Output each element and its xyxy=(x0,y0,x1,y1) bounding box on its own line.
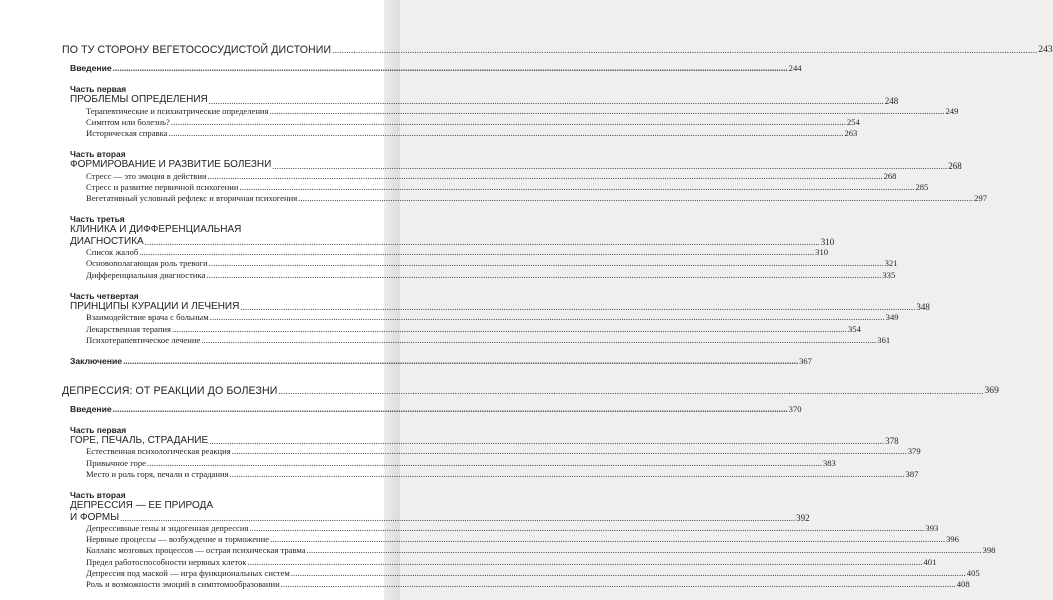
toc-item-page: 349 xyxy=(885,312,899,323)
toc-item-page: 393 xyxy=(925,523,939,534)
part-title-text: ГОРЕ, ПЕЧАЛЬ, СТРАДАНИЕ xyxy=(70,434,209,446)
toc-item-page: 387 xyxy=(905,468,919,479)
part-title-page: 310 xyxy=(820,237,835,248)
part-title-page: 378 xyxy=(885,436,899,447)
toc-item-page: 254 xyxy=(846,116,860,127)
toc-item xyxy=(70,579,970,590)
part-title xyxy=(70,235,835,248)
part-title-page: 348 xyxy=(916,302,930,313)
toc-item-page: 268 xyxy=(883,170,897,181)
page-edge xyxy=(384,0,400,600)
toc-item-page: 361 xyxy=(877,334,891,345)
dot-leader: ............................................................................................................................................................................................................................................................................................................ xyxy=(208,258,884,269)
part-title xyxy=(70,159,962,171)
part-title-page: 268 xyxy=(948,160,962,171)
toc-item xyxy=(70,457,836,469)
toc-item xyxy=(70,534,959,545)
toc-item-page: 310 xyxy=(815,247,829,258)
dot-leader: ............................................................................................................................................................................................................................................................................................................ xyxy=(120,513,796,524)
part-items xyxy=(70,105,959,140)
toc-item-page: 401 xyxy=(923,556,937,567)
dot-leader: ............................................................................................................................................................................................................................................................................................................ xyxy=(171,323,847,334)
section-title-text: ДЕПРЕССИЯ: ОТ РЕАКЦИИ ДО БОЛЕЗНИ xyxy=(62,384,278,397)
table-of-contents xyxy=(62,44,1053,590)
dot-leader: ............................................................................................................................................................................................................................................................................................................ xyxy=(206,269,882,280)
section-title xyxy=(62,384,999,398)
toc-item-page: 408 xyxy=(956,579,970,590)
part-title-text: И ФОРМЫ xyxy=(70,511,120,523)
part-label: Часть четвертая xyxy=(70,290,139,301)
toc-item-text: Взаимодействие врача с больным xyxy=(86,312,209,323)
toc-item xyxy=(70,193,988,204)
toc-item xyxy=(70,446,921,457)
part-title xyxy=(70,94,899,106)
intro-entry xyxy=(62,403,802,415)
dot-leader: ............................................................................................................................................................................................................................................................................................................ xyxy=(240,302,916,313)
part-label: Часть третья xyxy=(70,214,125,225)
part-label: Часть первая xyxy=(70,84,127,94)
toc-item-text: Историческая справка xyxy=(86,127,168,138)
toc-item-page: 396 xyxy=(946,534,959,545)
toc-item xyxy=(70,116,860,128)
toc-item-text: Депрессивные гены и эндогенная депрессия xyxy=(86,523,249,534)
dot-leader: ............................................................................................................................................................................................................................................................................................................ xyxy=(229,468,905,479)
dot-leader: ............................................................................................................................................................................................................................................................................................................ xyxy=(139,247,815,258)
toc-item-text: Роль и возможности эмоций в симптомообразовании xyxy=(86,579,280,590)
part-title-text: ДИАГНОСТИКА xyxy=(70,235,144,247)
toc-item-page: 285 xyxy=(915,181,929,192)
dot-leader: ............................................................................................................................................................................................................................................................................................................ xyxy=(269,105,945,116)
toc-item-text: Лекарственная терапия xyxy=(86,323,171,334)
dot-leader: ............................................................................................................................................................................................................................................................................................................ xyxy=(272,160,948,171)
toc-item-page: 297 xyxy=(974,193,988,204)
toc-item-page: 249 xyxy=(945,105,959,116)
section-title xyxy=(62,44,1053,57)
dot-leader: ............................................................................................................................................................................................................................................................................................................ xyxy=(280,579,956,590)
section-title-text: ПО ТУ СТОРОНУ ВЕГЕТОСОСУДИСТОЙ ДИСТОНИИ xyxy=(62,44,332,56)
toc-item-text: Место и роль горя, печали и страдания xyxy=(86,468,229,479)
toc-item-text: Нервные процессы — возбуждение и торможение xyxy=(86,534,270,545)
dot-leader: ............................................................................................................................................................................................................................................................................................................ xyxy=(249,523,925,534)
toc-part xyxy=(62,290,930,346)
toc-item xyxy=(70,258,898,269)
toc-item-text: Естественная психологическая реакция xyxy=(86,446,231,457)
toc-item xyxy=(70,468,919,480)
toc-part xyxy=(62,424,921,480)
dot-leader: ............................................................................................................................................................................................................................................................................................................ xyxy=(112,403,788,414)
intro-entry-text: Введение xyxy=(70,63,112,73)
dot-leader: ............................................................................................................................................................................................................................................................................................................ xyxy=(209,436,885,447)
dot-leader: ............................................................................................................................................................................................................................................................................................................ xyxy=(290,567,966,578)
toc-item xyxy=(70,523,939,534)
toc-item-page: 263 xyxy=(844,127,858,138)
toc-item xyxy=(70,312,899,323)
toc-item-page: 321 xyxy=(884,258,898,269)
toc-item-text: Основополагающая роль тревоги xyxy=(86,258,208,269)
part-title-line: ДЕПРЕССИЯ — ЕЕ ПРИРОДА xyxy=(70,500,213,512)
toc-item-text: Симптом или болезнь? xyxy=(86,116,170,127)
toc-item-text: Стресс — это эмоция в действии xyxy=(86,170,207,181)
dot-leader: ............................................................................................................................................................................................................................................................................................................ xyxy=(123,355,799,366)
toc-item-page: 354 xyxy=(847,323,861,334)
toc-part xyxy=(62,214,898,281)
dot-leader: ............................................................................................................................................................................................................................................................................................................ xyxy=(168,127,844,138)
dot-leader: ............................................................................................................................................................................................................................................................................................................ xyxy=(270,534,946,545)
toc-item xyxy=(70,323,861,335)
part-title xyxy=(70,511,810,524)
dot-leader: ............................................................................................................................................................................................................................................................................................................ xyxy=(207,170,883,181)
part-items xyxy=(70,446,921,480)
toc-item-text: Коллапс мозговых процессов — острая психическая травма xyxy=(86,545,306,556)
part-title xyxy=(70,300,930,313)
dot-leader: ............................................................................................................................................................................................................................................................................................................ xyxy=(298,193,974,204)
toc-item xyxy=(70,170,897,182)
section-title-page: 369 xyxy=(984,385,999,396)
part-title-text: ФОРМИРОВАНИЕ И РАЗВИТИЕ БОЛЕЗНИ xyxy=(70,159,272,171)
section-title-page: 243 xyxy=(1038,45,1053,55)
toc-item xyxy=(70,105,959,117)
toc-item xyxy=(70,545,996,556)
part-items xyxy=(70,312,899,346)
toc-item xyxy=(70,247,829,258)
toc-item-page: 379 xyxy=(907,446,921,457)
toc-item-text: Терапевтические и психиатрические определения xyxy=(86,105,269,116)
dot-leader: ............................................................................................................................................................................................................................................................................................................ xyxy=(170,116,846,127)
toc-item xyxy=(70,334,891,346)
toc-item-text: Психотерапевтическое лечение xyxy=(86,334,201,345)
toc-part xyxy=(62,84,959,139)
dot-leader: ............................................................................................................................................................................................................................................................................................................ xyxy=(247,556,923,567)
toc-part xyxy=(62,490,996,590)
toc-item-text: Список жалоб xyxy=(86,247,139,258)
dot-leader: ............................................................................................................................................................................................................................................................................................................ xyxy=(332,45,1038,55)
part-title-text: ПРИНЦИПЫ КУРАЦИИ И ЛЕЧЕНИЯ xyxy=(70,300,240,312)
dot-leader: ............................................................................................................................................................................................................................................................................................................ xyxy=(306,545,982,556)
dot-leader: ............................................................................................................................................................................................................................................................................................................ xyxy=(112,63,788,73)
part-label: Часть вторая xyxy=(70,490,126,501)
dot-leader: ............................................................................................................................................................................................................................................................................................................ xyxy=(146,457,822,468)
part-title-page: 248 xyxy=(884,95,899,106)
part-label: Часть первая xyxy=(70,424,127,435)
toc-item-text: Депрессия под маской — игра функциональных систем xyxy=(86,567,290,578)
toc-item-page: 398 xyxy=(982,545,996,556)
intro-entry-text: Введение xyxy=(70,403,112,414)
toc-section xyxy=(62,44,1053,367)
part-title xyxy=(70,434,899,447)
toc-section xyxy=(62,384,999,590)
part-title-text: ПРОБЛЕМЫ ОПРЕДЕЛЕНИЯ xyxy=(70,94,208,105)
closing-entry-page: 367 xyxy=(799,355,812,366)
dot-leader: ............................................................................................................................................................................................................................................................................................................ xyxy=(208,95,884,106)
part-title-page: 392 xyxy=(796,513,810,524)
toc-item xyxy=(70,567,980,579)
toc-item-text: Вегетативный условный рефлекс и вторичная психогения xyxy=(86,193,298,204)
toc-item xyxy=(70,269,896,281)
part-title-line: КЛИНИКА И ДИФФЕРЕНЦИАЛЬНАЯ xyxy=(70,224,242,236)
toc-item-text: Стресс и развитие первичной психогении xyxy=(86,181,239,192)
part-items xyxy=(70,170,988,205)
dot-leader: ............................................................................................................................................................................................................................................................................................................ xyxy=(209,312,885,323)
dot-leader: ............................................................................................................................................................................................................................................................................................................ xyxy=(278,385,984,396)
closing-entry-text: Заключение xyxy=(70,355,123,366)
toc-item xyxy=(70,181,929,193)
toc-item-page: 383 xyxy=(822,457,836,468)
toc-part xyxy=(62,149,988,204)
intro-entry-page: 370 xyxy=(788,403,802,414)
toc-item-text: Привычное горе xyxy=(86,457,146,468)
intro-entry-page: 244 xyxy=(788,63,802,73)
part-items xyxy=(70,247,898,281)
dot-leader: ............................................................................................................................................................................................................................................................................................................ xyxy=(239,181,915,192)
part-label: Часть вторая xyxy=(70,149,126,160)
dot-leader: ............................................................................................................................................................................................................................................................................................................ xyxy=(231,446,907,457)
intro-entry xyxy=(62,63,802,74)
toc-item-text: Предел работоспособности нервных клеток xyxy=(86,556,247,567)
dot-leader: ............................................................................................................................................................................................................................................................................................................ xyxy=(144,237,820,248)
toc-item-page: 335 xyxy=(882,269,896,280)
toc-item-text: Дифференциальная диагностика xyxy=(86,269,206,280)
dot-leader: ............................................................................................................................................................................................................................................................................................................ xyxy=(201,334,877,345)
toc-item-page: 405 xyxy=(966,567,980,578)
closing-entry xyxy=(62,355,812,367)
toc-item xyxy=(70,127,858,139)
toc-item xyxy=(70,556,937,568)
part-items xyxy=(70,523,996,590)
